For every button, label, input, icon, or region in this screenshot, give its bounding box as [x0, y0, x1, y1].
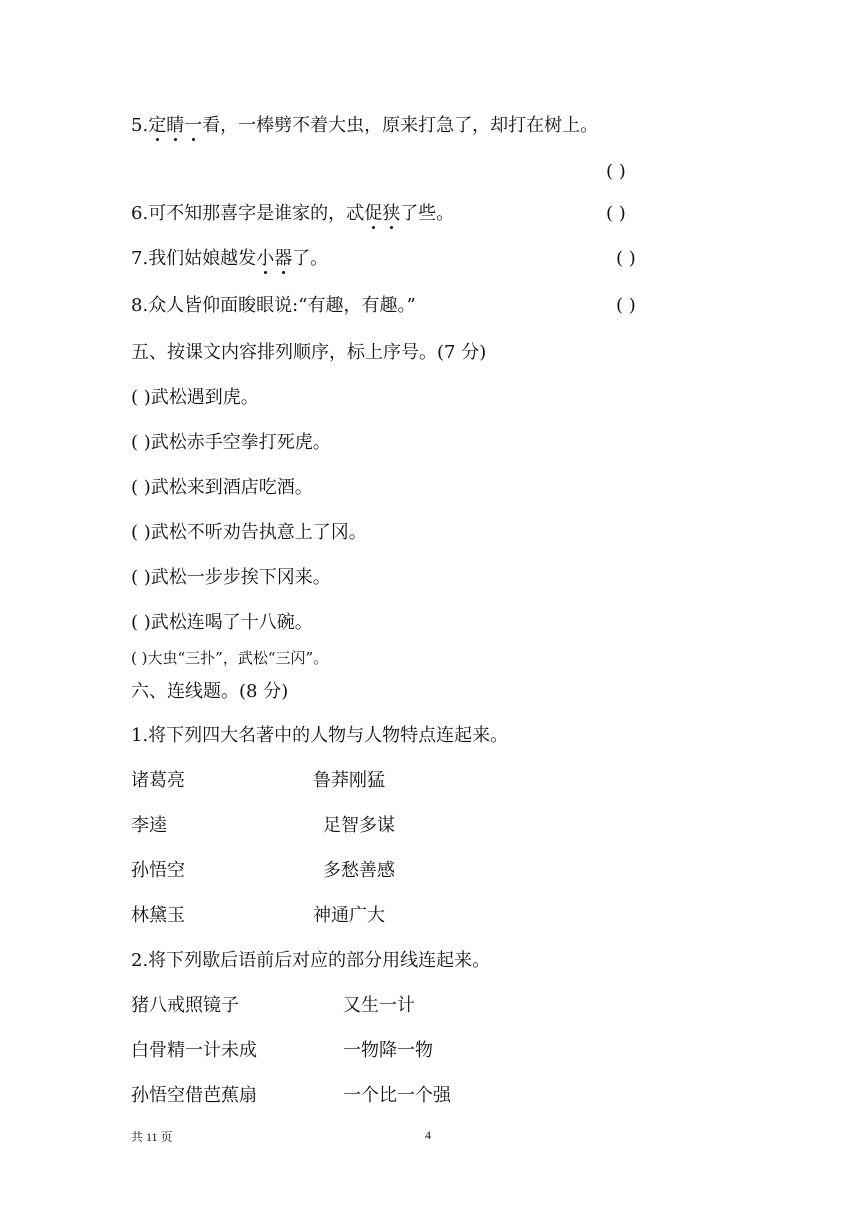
match-right-item[interactable]: 又生一计	[343, 995, 415, 1016]
order-blank[interactable]: ( )	[131, 477, 151, 498]
match-right-item[interactable]: 足智多谋	[323, 815, 395, 836]
match-right-item[interactable]: 一个比一个强	[343, 1085, 451, 1106]
match-right-item[interactable]: 神通广大	[313, 905, 385, 926]
answer-blank-7[interactable]: ( )	[616, 248, 636, 269]
list-item: ( )武松来到酒店吃酒。	[131, 477, 313, 498]
question-7: 7.我们姑娘越发小器了。	[131, 248, 329, 269]
order-blank[interactable]: ( )	[131, 432, 151, 453]
list-item: ( )武松不听劝告执意上了冈。	[131, 522, 367, 543]
match-right-item[interactable]: 鲁莽刚猛	[313, 770, 385, 791]
page-number: 4	[425, 1128, 431, 1142]
match-left-item[interactable]: 白骨精一计未成	[131, 1040, 257, 1061]
question-8: 8.众人皆仰面睃眼说:“有趣，有趣。”	[131, 295, 416, 316]
list-item: ( )大虫“三扑”，武松“三闪”。	[131, 649, 329, 667]
list-item: ( )武松一步步挨下冈来。	[131, 567, 331, 588]
match-left-item[interactable]: 诸葛亮	[131, 770, 185, 791]
match-left-item[interactable]: 孙悟空	[131, 860, 185, 881]
order-blank[interactable]: ( )	[131, 649, 148, 667]
section-6-heading: 六、连线题。(8 分)	[131, 681, 289, 702]
match-left-item[interactable]: 林黛玉	[131, 905, 185, 926]
list-item: ( )武松遇到虎。	[131, 387, 259, 408]
answer-blank-5[interactable]: ( )	[606, 161, 626, 182]
answer-blank-8[interactable]: ( )	[616, 295, 636, 316]
matching-prompt-1: 1.将下列四大名著中的人物与人物特点连起来。	[131, 725, 509, 746]
section-5-heading: 五、按课文内容排列顺序，标上序号。(7 分)	[131, 342, 487, 363]
answer-blank-6[interactable]: ( )	[606, 203, 626, 224]
match-left-item[interactable]: 孙悟空借芭蕉扇	[131, 1085, 257, 1106]
page-total: 共 11 页	[131, 1130, 173, 1144]
question-5: 5.定睛一看，一棒劈不着大虫，原来打急了，却打在树上。	[131, 115, 599, 136]
match-right-item[interactable]: 一物降一物	[343, 1040, 433, 1061]
question-6: 6.可不知那喜字是谁家的，忒促狭了些。	[131, 203, 455, 224]
list-item: ( )武松赤手空拳打死虎。	[131, 432, 331, 453]
order-blank[interactable]: ( )	[131, 387, 151, 408]
order-blank[interactable]: ( )	[131, 612, 151, 633]
match-left-item[interactable]: 李逵	[131, 815, 167, 836]
order-blank[interactable]: ( )	[131, 522, 151, 543]
list-item: ( )武松连喝了十八碗。	[131, 612, 313, 633]
matching-prompt-2: 2.将下列歇后语前后对应的部分用线连起来。	[131, 950, 491, 971]
match-left-item[interactable]: 猪八戒照镜子	[131, 995, 239, 1016]
match-right-item[interactable]: 多愁善感	[323, 860, 395, 881]
order-blank[interactable]: ( )	[131, 567, 151, 588]
